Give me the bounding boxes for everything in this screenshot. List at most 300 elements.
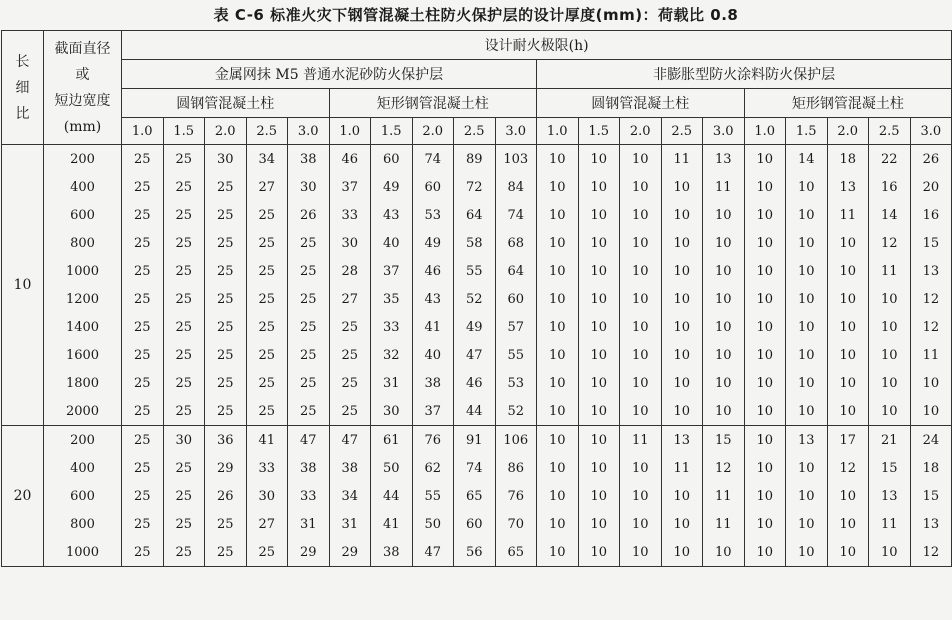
thickness-cell: 20 xyxy=(910,173,952,201)
thickness-cell: 10 xyxy=(620,510,662,538)
thickness-cell: 25 xyxy=(163,173,205,201)
thickness-cell: 26 xyxy=(910,145,952,174)
thickness-cell: 55 xyxy=(495,341,537,369)
dimension-line: (mm) xyxy=(63,118,102,135)
thickness-cell: 25 xyxy=(246,341,288,369)
thickness-cell: 10 xyxy=(744,397,786,426)
thickness-cell: 30 xyxy=(246,482,288,510)
table-row xyxy=(2,173,952,201)
thickness-cell: 10 xyxy=(661,229,703,257)
thickness-cell: 25 xyxy=(163,510,205,538)
thickness-cell: 10 xyxy=(827,397,869,426)
thickness-cell: 37 xyxy=(412,397,454,426)
group-mortar-header: 金属网抹 M5 普通水泥砂防火保护层 xyxy=(122,60,537,89)
thickness-cell: 12 xyxy=(910,313,952,341)
thickness-cell: 13 xyxy=(661,426,703,455)
thickness-cell: 10 xyxy=(786,341,828,369)
thickness-cell: 10 xyxy=(661,201,703,229)
table-row xyxy=(2,229,952,257)
thickness-cell: 25 xyxy=(288,341,330,369)
thickness-cell: 30 xyxy=(329,229,371,257)
thickness-cell: 10 xyxy=(620,313,662,341)
thickness-cell: 68 xyxy=(495,229,537,257)
thickness-cell: 10 xyxy=(537,369,579,397)
size-cell: 1000 xyxy=(44,538,122,567)
thickness-cell: 25 xyxy=(205,201,247,229)
thickness-cell: 65 xyxy=(454,482,496,510)
fire-limit-header: 设计耐火极限(h) xyxy=(122,31,952,60)
thickness-cell: 15 xyxy=(910,229,952,257)
thickness-cell: 30 xyxy=(205,145,247,174)
thickness-cell: 10 xyxy=(869,538,911,567)
slender-ratio-cell: 20 xyxy=(2,426,44,567)
thickness-cell: 11 xyxy=(827,201,869,229)
thickness-cell: 10 xyxy=(537,201,579,229)
thickness-cell: 10 xyxy=(578,173,620,201)
size-cell: 400 xyxy=(44,173,122,201)
sub-round-2-header: 圆钢管混凝土柱 xyxy=(537,89,745,118)
thickness-cell: 10 xyxy=(620,454,662,482)
thickness-cell: 72 xyxy=(454,173,496,201)
thickness-cell: 14 xyxy=(869,201,911,229)
slender-ratio-char: 长 xyxy=(15,53,30,70)
thickness-cell: 10 xyxy=(786,510,828,538)
thickness-cell: 10 xyxy=(786,313,828,341)
thickness-cell: 25 xyxy=(205,369,247,397)
thickness-cell: 25 xyxy=(163,538,205,567)
thickness-cell: 10 xyxy=(537,538,579,567)
thickness-cell: 65 xyxy=(495,538,537,567)
hour-column-header: 2.0 xyxy=(620,118,662,145)
thickness-cell: 10 xyxy=(620,145,662,174)
thickness-cell: 27 xyxy=(246,173,288,201)
thickness-cell: 60 xyxy=(454,510,496,538)
thickness-cell: 10 xyxy=(620,369,662,397)
thickness-cell: 10 xyxy=(869,285,911,313)
thickness-cell: 10 xyxy=(537,426,579,455)
thickness-cell: 10 xyxy=(578,510,620,538)
thickness-cell: 10 xyxy=(869,397,911,426)
thickness-cell: 25 xyxy=(163,257,205,285)
thickness-cell: 15 xyxy=(703,426,745,455)
thickness-cell: 25 xyxy=(246,285,288,313)
thickness-cell: 29 xyxy=(288,538,330,567)
fire-protection-table xyxy=(1,30,952,567)
thickness-cell: 18 xyxy=(910,454,952,482)
thickness-cell: 15 xyxy=(910,482,952,510)
thickness-cell: 25 xyxy=(122,257,164,285)
thickness-cell: 25 xyxy=(122,201,164,229)
thickness-cell: 25 xyxy=(163,145,205,174)
thickness-cell: 53 xyxy=(412,201,454,229)
hour-column-header: 3.0 xyxy=(495,118,537,145)
size-cell: 1400 xyxy=(44,313,122,341)
hour-column-header: 1.0 xyxy=(329,118,371,145)
table-row xyxy=(2,426,952,455)
thickness-cell: 10 xyxy=(578,341,620,369)
thickness-cell: 12 xyxy=(910,538,952,567)
thickness-cell: 25 xyxy=(329,313,371,341)
thickness-cell: 10 xyxy=(786,229,828,257)
thickness-cell: 11 xyxy=(703,510,745,538)
thickness-cell: 10 xyxy=(786,257,828,285)
thickness-cell: 16 xyxy=(910,201,952,229)
thickness-cell: 10 xyxy=(744,229,786,257)
thickness-cell: 10 xyxy=(786,173,828,201)
thickness-cell: 10 xyxy=(703,369,745,397)
thickness-cell: 17 xyxy=(827,426,869,455)
thickness-cell: 10 xyxy=(703,229,745,257)
thickness-cell: 31 xyxy=(329,510,371,538)
thickness-cell: 10 xyxy=(786,369,828,397)
table-row xyxy=(2,482,952,510)
thickness-cell: 38 xyxy=(412,369,454,397)
thickness-cell: 12 xyxy=(827,454,869,482)
table-row xyxy=(2,201,952,229)
thickness-cell: 86 xyxy=(495,454,537,482)
thickness-cell: 44 xyxy=(371,482,413,510)
thickness-cell: 25 xyxy=(122,229,164,257)
thickness-cell: 10 xyxy=(703,538,745,567)
thickness-cell: 10 xyxy=(620,201,662,229)
thickness-cell: 29 xyxy=(329,538,371,567)
thickness-cell: 11 xyxy=(703,173,745,201)
thickness-cell: 10 xyxy=(786,397,828,426)
size-cell: 200 xyxy=(44,145,122,174)
thickness-cell: 25 xyxy=(246,538,288,567)
thickness-cell: 25 xyxy=(205,257,247,285)
thickness-cell: 60 xyxy=(495,285,537,313)
thickness-cell: 10 xyxy=(578,369,620,397)
thickness-cell: 10 xyxy=(578,201,620,229)
thickness-cell: 25 xyxy=(205,510,247,538)
thickness-cell: 25 xyxy=(122,369,164,397)
thickness-cell: 103 xyxy=(495,145,537,174)
thickness-cell: 10 xyxy=(661,397,703,426)
thickness-cell: 10 xyxy=(869,369,911,397)
thickness-cell: 27 xyxy=(246,510,288,538)
thickness-cell: 24 xyxy=(910,426,952,455)
thickness-cell: 10 xyxy=(661,313,703,341)
table-row xyxy=(2,397,952,426)
thickness-cell: 32 xyxy=(371,341,413,369)
thickness-cell: 28 xyxy=(329,257,371,285)
hour-column-header: 3.0 xyxy=(910,118,952,145)
thickness-cell: 76 xyxy=(412,426,454,455)
thickness-cell: 10 xyxy=(869,313,911,341)
thickness-cell: 10 xyxy=(578,454,620,482)
thickness-cell: 37 xyxy=(329,173,371,201)
thickness-cell: 25 xyxy=(329,397,371,426)
thickness-cell: 46 xyxy=(329,145,371,174)
thickness-cell: 38 xyxy=(329,454,371,482)
thickness-cell: 50 xyxy=(412,510,454,538)
thickness-cell: 31 xyxy=(371,369,413,397)
thickness-cell: 25 xyxy=(122,341,164,369)
thickness-cell: 10 xyxy=(537,257,579,285)
thickness-cell: 76 xyxy=(495,482,537,510)
thickness-cell: 55 xyxy=(454,257,496,285)
thickness-cell: 11 xyxy=(661,145,703,174)
thickness-cell: 44 xyxy=(454,397,496,426)
thickness-cell: 10 xyxy=(827,341,869,369)
thickness-cell: 10 xyxy=(703,201,745,229)
hour-column-header: 3.0 xyxy=(703,118,745,145)
thickness-cell: 10 xyxy=(537,229,579,257)
thickness-cell: 43 xyxy=(412,285,454,313)
thickness-cell: 10 xyxy=(661,482,703,510)
thickness-cell: 10 xyxy=(703,341,745,369)
thickness-cell: 10 xyxy=(620,173,662,201)
size-cell: 1000 xyxy=(44,257,122,285)
table-row xyxy=(2,313,952,341)
thickness-cell: 25 xyxy=(205,285,247,313)
group-coating-header: 非膨胀型防火涂料防火保护层 xyxy=(537,60,952,89)
thickness-cell: 25 xyxy=(205,173,247,201)
thickness-cell: 12 xyxy=(910,285,952,313)
thickness-cell: 13 xyxy=(910,510,952,538)
thickness-cell: 10 xyxy=(537,397,579,426)
table-body xyxy=(2,31,952,567)
thickness-cell: 29 xyxy=(205,454,247,482)
thickness-cell: 10 xyxy=(578,397,620,426)
thickness-cell: 25 xyxy=(122,538,164,567)
thickness-cell: 10 xyxy=(578,426,620,455)
thickness-cell: 38 xyxy=(288,454,330,482)
thickness-cell: 91 xyxy=(454,426,496,455)
thickness-cell: 10 xyxy=(537,482,579,510)
thickness-cell: 61 xyxy=(371,426,413,455)
thickness-cell: 10 xyxy=(869,341,911,369)
thickness-cell: 10 xyxy=(537,313,579,341)
thickness-cell: 27 xyxy=(329,285,371,313)
thickness-cell: 25 xyxy=(288,285,330,313)
thickness-cell: 11 xyxy=(910,341,952,369)
thickness-cell: 10 xyxy=(744,510,786,538)
size-cell: 1800 xyxy=(44,369,122,397)
thickness-cell: 41 xyxy=(412,313,454,341)
thickness-cell: 10 xyxy=(744,341,786,369)
thickness-cell: 50 xyxy=(371,454,413,482)
hour-column-header: 2.0 xyxy=(412,118,454,145)
thickness-cell: 10 xyxy=(786,285,828,313)
thickness-cell: 25 xyxy=(246,201,288,229)
thickness-cell: 10 xyxy=(827,369,869,397)
thickness-cell: 10 xyxy=(661,510,703,538)
hours-header-row xyxy=(2,118,952,145)
hour-column-header: 1.5 xyxy=(786,118,828,145)
hour-column-header: 2.5 xyxy=(454,118,496,145)
thickness-cell: 89 xyxy=(454,145,496,174)
thickness-cell: 10 xyxy=(827,313,869,341)
thickness-cell: 56 xyxy=(454,538,496,567)
thickness-cell: 10 xyxy=(537,285,579,313)
hour-column-header: 1.0 xyxy=(744,118,786,145)
thickness-cell: 30 xyxy=(288,173,330,201)
thickness-cell: 13 xyxy=(910,257,952,285)
hour-column-header: 3.0 xyxy=(288,118,330,145)
thickness-cell: 10 xyxy=(620,229,662,257)
thickness-cell: 33 xyxy=(371,313,413,341)
thickness-cell: 57 xyxy=(495,313,537,341)
thickness-cell: 25 xyxy=(163,229,205,257)
thickness-cell: 70 xyxy=(495,510,537,538)
hour-column-header: 1.5 xyxy=(371,118,413,145)
thickness-cell: 12 xyxy=(703,454,745,482)
thickness-cell: 53 xyxy=(495,369,537,397)
thickness-cell: 13 xyxy=(786,426,828,455)
thickness-cell: 38 xyxy=(371,538,413,567)
dimension-line: 短边宽度 xyxy=(54,92,111,109)
sub-round-1-header: 圆钢管混凝土柱 xyxy=(122,89,330,118)
thickness-cell: 10 xyxy=(537,341,579,369)
thickness-cell: 10 xyxy=(827,482,869,510)
table-row xyxy=(2,510,952,538)
thickness-cell: 25 xyxy=(205,229,247,257)
thickness-cell: 25 xyxy=(205,341,247,369)
thickness-cell: 10 xyxy=(786,482,828,510)
thickness-cell: 10 xyxy=(744,482,786,510)
thickness-cell: 25 xyxy=(163,313,205,341)
thickness-cell: 33 xyxy=(246,454,288,482)
thickness-cell: 16 xyxy=(869,173,911,201)
thickness-cell: 74 xyxy=(454,454,496,482)
thickness-cell: 10 xyxy=(620,341,662,369)
thickness-cell: 47 xyxy=(454,341,496,369)
slender-ratio-cell: 10 xyxy=(2,145,44,426)
thickness-cell: 10 xyxy=(578,482,620,510)
thickness-cell: 15 xyxy=(869,454,911,482)
thickness-cell: 10 xyxy=(786,538,828,567)
thickness-cell: 25 xyxy=(246,369,288,397)
thickness-cell: 10 xyxy=(827,285,869,313)
thickness-cell: 58 xyxy=(454,229,496,257)
thickness-cell: 10 xyxy=(703,313,745,341)
hour-column-header: 2.5 xyxy=(661,118,703,145)
hour-column-header: 1.0 xyxy=(537,118,579,145)
thickness-cell: 47 xyxy=(412,538,454,567)
slender-ratio-header xyxy=(2,31,44,145)
thickness-cell: 10 xyxy=(827,510,869,538)
dimension-header xyxy=(44,31,122,145)
thickness-cell: 10 xyxy=(661,538,703,567)
thickness-cell: 13 xyxy=(827,173,869,201)
table-row xyxy=(2,257,952,285)
thickness-cell: 10 xyxy=(703,397,745,426)
thickness-cell: 10 xyxy=(827,229,869,257)
table-row xyxy=(2,454,952,482)
thickness-cell: 52 xyxy=(454,285,496,313)
thickness-cell: 10 xyxy=(578,538,620,567)
slender-ratio-char: 细 xyxy=(15,79,30,96)
thickness-cell: 60 xyxy=(412,173,454,201)
thickness-cell: 10 xyxy=(786,454,828,482)
size-cell: 200 xyxy=(44,426,122,455)
thickness-cell: 10 xyxy=(744,201,786,229)
thickness-cell: 10 xyxy=(744,426,786,455)
thickness-cell: 25 xyxy=(122,482,164,510)
thickness-cell: 10 xyxy=(744,257,786,285)
header-row-2 xyxy=(2,60,952,89)
size-cell: 400 xyxy=(44,454,122,482)
thickness-cell: 40 xyxy=(412,341,454,369)
thickness-cell: 46 xyxy=(454,369,496,397)
thickness-cell: 25 xyxy=(163,285,205,313)
thickness-cell: 10 xyxy=(620,397,662,426)
size-cell: 1600 xyxy=(44,341,122,369)
thickness-cell: 49 xyxy=(412,229,454,257)
thickness-cell: 10 xyxy=(703,257,745,285)
thickness-cell: 10 xyxy=(786,201,828,229)
thickness-cell: 40 xyxy=(371,229,413,257)
thickness-cell: 10 xyxy=(703,285,745,313)
thickness-cell: 25 xyxy=(122,173,164,201)
thickness-cell: 10 xyxy=(661,257,703,285)
thickness-cell: 25 xyxy=(163,369,205,397)
thickness-cell: 10 xyxy=(578,145,620,174)
header-row-1 xyxy=(2,31,952,60)
thickness-cell: 18 xyxy=(827,145,869,174)
thickness-cell: 47 xyxy=(329,426,371,455)
thickness-cell: 10 xyxy=(661,285,703,313)
thickness-cell: 10 xyxy=(620,482,662,510)
thickness-cell: 10 xyxy=(910,397,952,426)
thickness-cell: 14 xyxy=(786,145,828,174)
thickness-cell: 10 xyxy=(827,257,869,285)
table-row xyxy=(2,538,952,567)
thickness-cell: 25 xyxy=(122,145,164,174)
thickness-cell: 25 xyxy=(246,313,288,341)
table-row xyxy=(2,145,952,174)
size-cell: 800 xyxy=(44,229,122,257)
thickness-cell: 11 xyxy=(661,454,703,482)
hour-column-header: 1.5 xyxy=(578,118,620,145)
thickness-cell: 25 xyxy=(163,397,205,426)
slender-ratio-char: 比 xyxy=(15,105,30,122)
thickness-cell: 25 xyxy=(122,285,164,313)
thickness-cell: 43 xyxy=(371,201,413,229)
thickness-cell: 35 xyxy=(371,285,413,313)
thickness-cell: 25 xyxy=(205,313,247,341)
thickness-cell: 10 xyxy=(661,341,703,369)
table-row xyxy=(2,369,952,397)
thickness-cell: 25 xyxy=(122,426,164,455)
thickness-cell: 74 xyxy=(495,201,537,229)
hour-column-header: 2.0 xyxy=(827,118,869,145)
thickness-cell: 11 xyxy=(869,510,911,538)
thickness-cell: 36 xyxy=(205,426,247,455)
thickness-cell: 10 xyxy=(744,538,786,567)
hour-column-header: 1.5 xyxy=(163,118,205,145)
thickness-cell: 25 xyxy=(163,482,205,510)
thickness-cell: 25 xyxy=(122,313,164,341)
thickness-cell: 10 xyxy=(537,145,579,174)
thickness-cell: 10 xyxy=(661,173,703,201)
thickness-cell: 10 xyxy=(744,145,786,174)
thickness-cell: 10 xyxy=(744,313,786,341)
hour-column-header: 2.5 xyxy=(246,118,288,145)
thickness-cell: 26 xyxy=(288,201,330,229)
sub-rect-2-header: 矩形钢管混凝土柱 xyxy=(744,89,952,118)
thickness-cell: 46 xyxy=(412,257,454,285)
size-cell: 600 xyxy=(44,201,122,229)
thickness-cell: 26 xyxy=(205,482,247,510)
thickness-cell: 25 xyxy=(122,454,164,482)
size-cell: 600 xyxy=(44,482,122,510)
thickness-cell: 52 xyxy=(495,397,537,426)
thickness-cell: 62 xyxy=(412,454,454,482)
thickness-cell: 21 xyxy=(869,426,911,455)
